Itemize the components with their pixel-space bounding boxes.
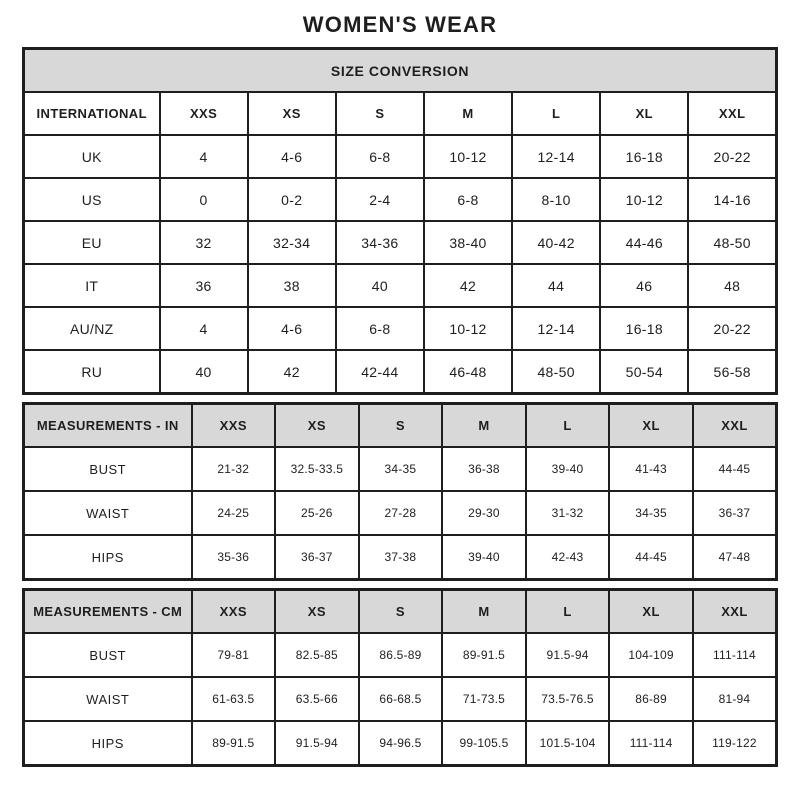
size-value-cell: 66-68.5: [359, 677, 443, 721]
table-header-row: [24, 92, 777, 135]
size-value-cell: 111-114: [693, 633, 777, 677]
size-value-cell: 48-50: [512, 350, 600, 394]
size-header-cell: XL: [609, 590, 693, 634]
size-value-cell: 4: [160, 307, 248, 350]
size-value-cell: 42: [424, 264, 512, 307]
row-label-cell: WAIST: [24, 677, 192, 721]
size-value-cell: 32-34: [248, 221, 336, 264]
size-header-cell: XL: [609, 404, 693, 448]
size-value-cell: 63.5-66: [275, 677, 359, 721]
size-value-cell: 119-122: [693, 721, 777, 766]
size-value-cell: 73.5-76.5: [526, 677, 610, 721]
size-value-cell: 31-32: [526, 491, 610, 535]
table-row: [24, 264, 777, 307]
size-value-cell: 40: [160, 350, 248, 394]
size-value-cell: 34-35: [609, 491, 693, 535]
table-row: [24, 677, 777, 721]
size-value-cell: 86.5-89: [359, 633, 443, 677]
row-label-cell: AU/NZ: [24, 307, 160, 350]
row-label-cell: HIPS: [24, 535, 192, 580]
row-label-cell: RU: [24, 350, 160, 394]
size-value-cell: 32: [160, 221, 248, 264]
size-header-cell: XS: [275, 590, 359, 634]
size-value-cell: 82.5-85: [275, 633, 359, 677]
size-value-cell: 36-38: [442, 447, 526, 491]
size-header-cell: XXS: [192, 404, 276, 448]
size-value-cell: 79-81: [192, 633, 276, 677]
size-header-cell: L: [526, 590, 610, 634]
size-value-cell: 86-89: [609, 677, 693, 721]
size-value-cell: 48: [688, 264, 776, 307]
size-value-cell: 10-12: [600, 178, 688, 221]
row-label-cell: EU: [24, 221, 160, 264]
size-value-cell: 27-28: [359, 491, 443, 535]
size-value-cell: 10-12: [424, 135, 512, 178]
size-value-cell: 41-43: [609, 447, 693, 491]
size-value-cell: 29-30: [442, 491, 526, 535]
page-title: WOMEN'S WEAR: [302, 12, 498, 37]
size-value-cell: 4-6: [248, 135, 336, 178]
table-row: [24, 447, 777, 491]
size-value-cell: 89-91.5: [442, 633, 526, 677]
table-title-cell: MEASUREMENTS - IN: [24, 404, 192, 448]
size-value-cell: 44-46: [600, 221, 688, 264]
size-value-cell: 8-10: [512, 178, 600, 221]
size-value-cell: 42-44: [336, 350, 424, 394]
size-value-cell: 50-54: [600, 350, 688, 394]
row-header-cell: INTERNATIONAL: [24, 92, 160, 135]
size-value-cell: 39-40: [442, 535, 526, 580]
table-row: [24, 721, 777, 766]
size-value-cell: 4-6: [248, 307, 336, 350]
size-value-cell: 91.5-94: [526, 633, 610, 677]
table-header-row: [24, 590, 777, 634]
table-row: [24, 491, 777, 535]
measurements-in-table: [22, 402, 778, 581]
size-value-cell: 44-45: [609, 535, 693, 580]
size-value-cell: 6-8: [424, 178, 512, 221]
size-chart-page: [0, 12, 800, 767]
size-value-cell: 6-8: [336, 307, 424, 350]
row-label-cell: BUST: [24, 633, 192, 677]
size-value-cell: 94-96.5: [359, 721, 443, 766]
size-value-cell: 99-105.5: [442, 721, 526, 766]
size-value-cell: 104-109: [609, 633, 693, 677]
size-value-cell: 32.5-33.5: [275, 447, 359, 491]
table-title-cell: MEASUREMENTS - CM: [24, 590, 192, 634]
size-header-cell: M: [424, 92, 512, 135]
size-value-cell: 12-14: [512, 135, 600, 178]
size-value-cell: 48-50: [688, 221, 776, 264]
table-row: [24, 535, 777, 580]
size-value-cell: 46: [600, 264, 688, 307]
size-value-cell: 101.5-104: [526, 721, 610, 766]
size-value-cell: 16-18: [600, 307, 688, 350]
size-header-cell: S: [359, 404, 443, 448]
size-value-cell: 47-48: [693, 535, 777, 580]
size-value-cell: 25-26: [275, 491, 359, 535]
size-header-cell: S: [336, 92, 424, 135]
row-label-cell: BUST: [24, 447, 192, 491]
size-value-cell: 6-8: [336, 135, 424, 178]
row-label-cell: US: [24, 178, 160, 221]
table-row: [24, 135, 777, 178]
size-value-cell: 56-58: [688, 350, 776, 394]
size-header-cell: XXL: [693, 404, 777, 448]
size-value-cell: 91.5-94: [275, 721, 359, 766]
size-header-cell: XS: [248, 92, 336, 135]
size-value-cell: 36-37: [275, 535, 359, 580]
size-value-cell: 42-43: [526, 535, 610, 580]
row-label-cell: HIPS: [24, 721, 192, 766]
size-value-cell: 36: [160, 264, 248, 307]
size-value-cell: 71-73.5: [442, 677, 526, 721]
size-value-cell: 61-63.5: [192, 677, 276, 721]
size-value-cell: 81-94: [693, 677, 777, 721]
size-header-cell: XXL: [688, 92, 776, 135]
size-header-cell: L: [526, 404, 610, 448]
size-value-cell: 16-18: [600, 135, 688, 178]
size-header-cell: XL: [600, 92, 688, 135]
size-header-cell: L: [512, 92, 600, 135]
size-value-cell: 34-35: [359, 447, 443, 491]
size-value-cell: 10-12: [424, 307, 512, 350]
table-header-row: [24, 404, 777, 448]
row-label-cell: IT: [24, 264, 160, 307]
row-label-cell: WAIST: [24, 491, 192, 535]
size-conversion-table: [22, 47, 778, 395]
table-row: [24, 633, 777, 677]
size-value-cell: 46-48: [424, 350, 512, 394]
size-header-cell: XXL: [693, 590, 777, 634]
table-row: [24, 350, 777, 394]
size-value-cell: 4: [160, 135, 248, 178]
size-value-cell: 44-45: [693, 447, 777, 491]
measurements-cm-table: [22, 588, 778, 767]
size-value-cell: 24-25: [192, 491, 276, 535]
row-label-cell: UK: [24, 135, 160, 178]
size-value-cell: 0: [160, 178, 248, 221]
size-header-cell: M: [442, 590, 526, 634]
size-header-cell: XS: [275, 404, 359, 448]
size-header-cell: S: [359, 590, 443, 634]
size-value-cell: 40: [336, 264, 424, 307]
size-value-cell: 2-4: [336, 178, 424, 221]
size-value-cell: 0-2: [248, 178, 336, 221]
size-value-cell: 111-114: [609, 721, 693, 766]
size-value-cell: 12-14: [512, 307, 600, 350]
size-value-cell: 20-22: [688, 135, 776, 178]
table-row: [24, 178, 777, 221]
size-value-cell: 38-40: [424, 221, 512, 264]
size-value-cell: 89-91.5: [192, 721, 276, 766]
size-header-cell: XXS: [160, 92, 248, 135]
table-row: [24, 221, 777, 264]
size-value-cell: 21-32: [192, 447, 276, 491]
size-header-cell: M: [442, 404, 526, 448]
size-value-cell: 36-37: [693, 491, 777, 535]
size-header-cell: XXS: [192, 590, 276, 634]
size-value-cell: 14-16: [688, 178, 776, 221]
size-value-cell: 34-36: [336, 221, 424, 264]
size-value-cell: 35-36: [192, 535, 276, 580]
size-value-cell: 42: [248, 350, 336, 394]
table-title-cell: SIZE CONVERSION: [24, 49, 777, 93]
table-banner-row: [24, 49, 777, 93]
size-value-cell: 37-38: [359, 535, 443, 580]
size-value-cell: 39-40: [526, 447, 610, 491]
size-value-cell: 44: [512, 264, 600, 307]
size-value-cell: 20-22: [688, 307, 776, 350]
size-value-cell: 38: [248, 264, 336, 307]
size-value-cell: 40-42: [512, 221, 600, 264]
table-row: [24, 307, 777, 350]
